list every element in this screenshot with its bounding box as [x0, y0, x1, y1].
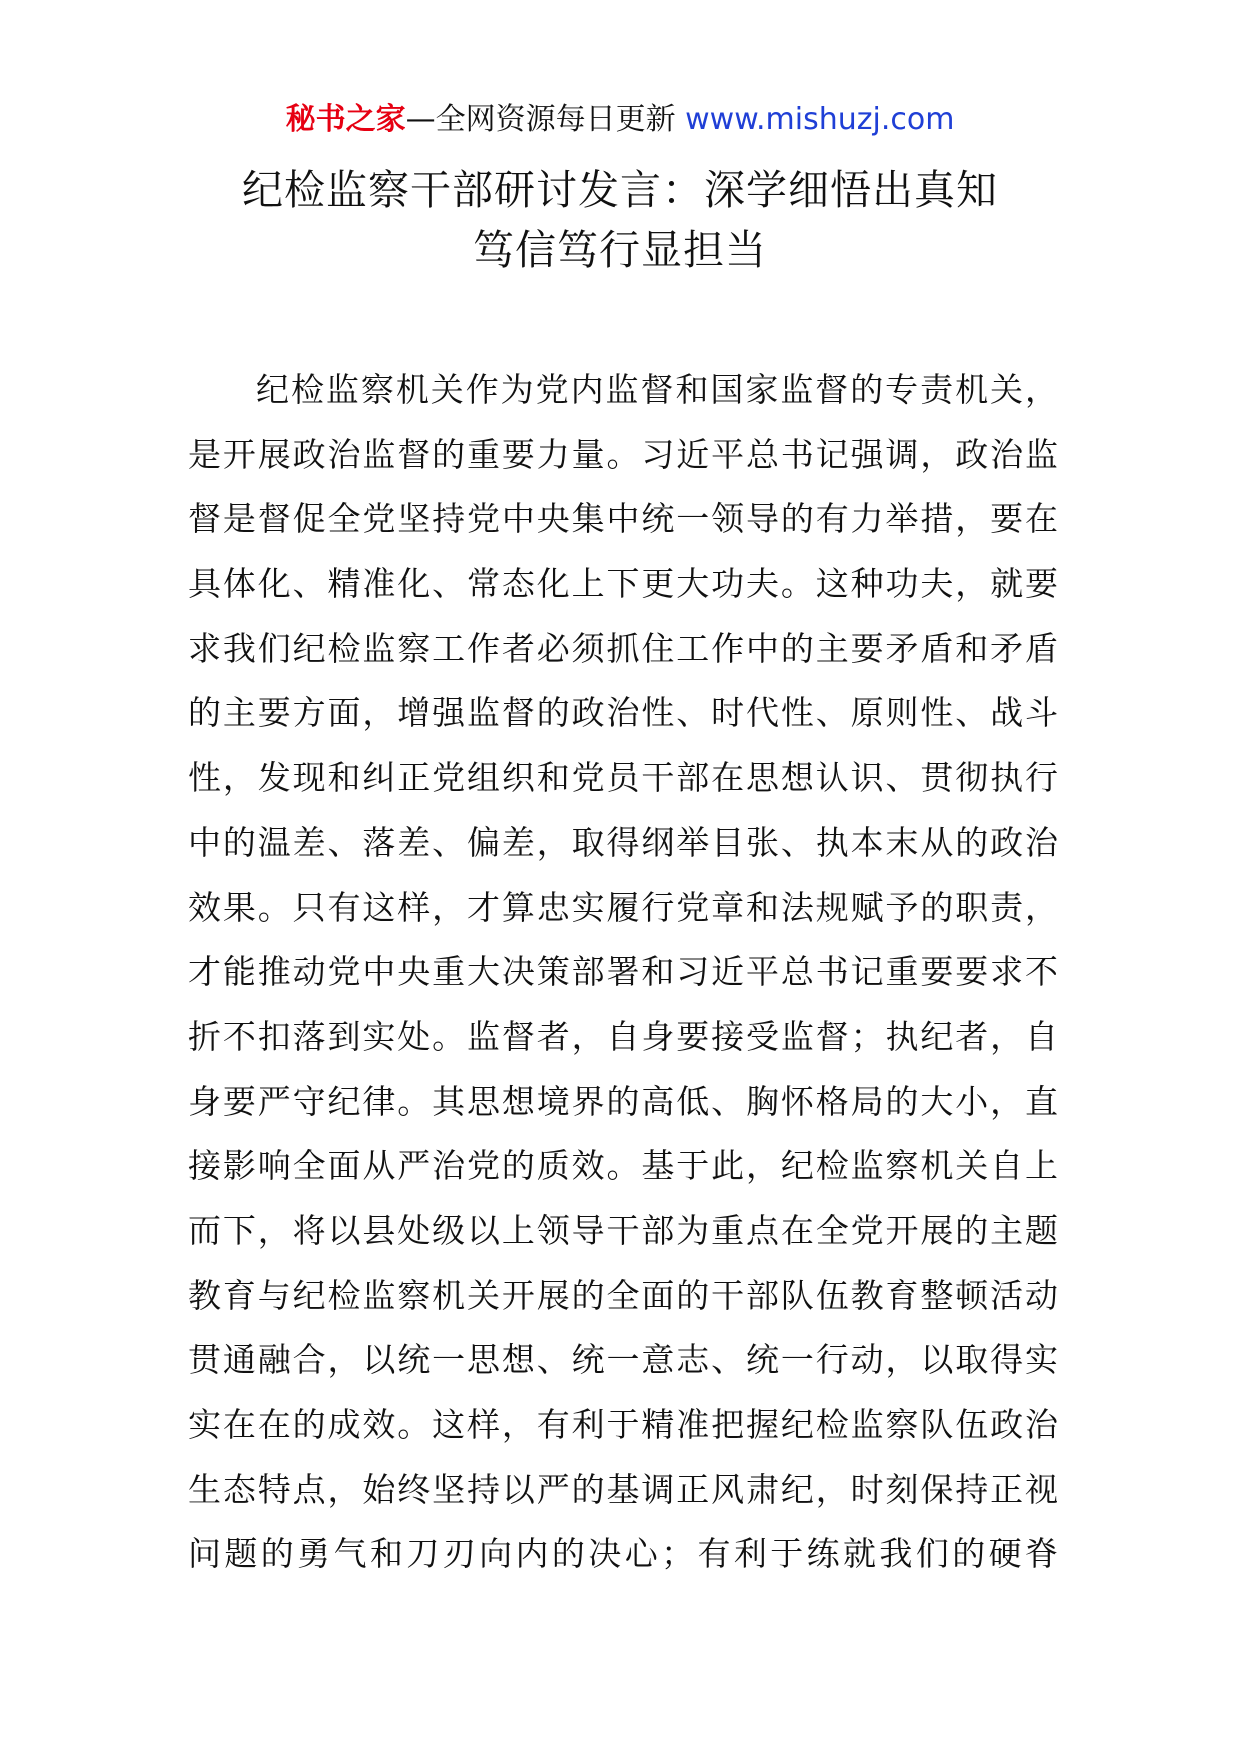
body-line: 教育与纪检监察机关开展的全面的干部队伍教育整顿活动 [188, 1275, 1058, 1315]
body-line: 折不扣落到实处。监督者，自身要接受监督；执纪者，自 [188, 1016, 1058, 1056]
site-url-link[interactable]: www.mishuzj.com [685, 102, 955, 137]
body-line: 才能推动党中央重大决策部署和习近平总书记重要要求不 [188, 952, 1058, 992]
body-line: 贯通融合，以统一思想、统一意志、统一行动，以取得实 [188, 1340, 1058, 1380]
body-line: 纪检监察机关作为党内监督和国家监督的专责机关， [256, 370, 1058, 409]
body-line: 身要严守纪律。其思想境界的高低、胸怀格局的大小，直 [188, 1081, 1058, 1121]
body-line: 中的温差、落差、偏差，取得纲举目张、执本末从的政治 [188, 822, 1058, 862]
document-title [0, 160, 1240, 280]
body-line: 求我们纪检监察工作者必须抓住工作中的主要矛盾和矛盾 [188, 628, 1058, 668]
body-line: 是开展政治监督的重要力量。习近平总书记强调，政治监 [188, 434, 1058, 474]
body-line: 问题的勇气和刀刃向内的决心；有利于练就我们的硬脊 [188, 1534, 1058, 1574]
body-line: 具体化、精准化、常态化上下更大功夫。这种功夫，就要 [188, 564, 1058, 604]
body-line: 督是督促全党坚持党中央集中统一领导的有力举措，要在 [188, 499, 1058, 539]
document-title-line-2: 笃信笃行显担当 [473, 226, 767, 274]
body-line: 效果。只有这样，才算忠实履行党章和法规赋予的职责， [188, 887, 1058, 927]
document-body [188, 358, 1058, 1587]
body-line: 生态特点，始终坚持以严的基调正风肃纪，时刻保持正视 [188, 1469, 1058, 1509]
site-header [0, 100, 1240, 140]
site-tagline: —全网资源每日更新 [405, 102, 676, 137]
body-line: 而下，将以县处级以上领导干部为重点在全党开展的主题 [188, 1210, 1058, 1250]
body-line: 的主要方面，增强监督的政治性、时代性、原则性、战斗 [188, 693, 1058, 733]
body-line: 接影响全面从严治党的质效。基于此，纪检监察机关自上 [188, 1146, 1058, 1186]
body-line: 性，发现和纠正党组织和党员干部在思想认识、贯彻执行 [188, 758, 1058, 798]
body-line: 实在在的成效。这样，有利于精准把握纪检监察队伍政治 [188, 1405, 1058, 1444]
site-brand: 秘书之家 [285, 102, 406, 137]
document-title-line-1: 纪检监察干部研讨发言：深学细悟出真知 [242, 166, 998, 214]
